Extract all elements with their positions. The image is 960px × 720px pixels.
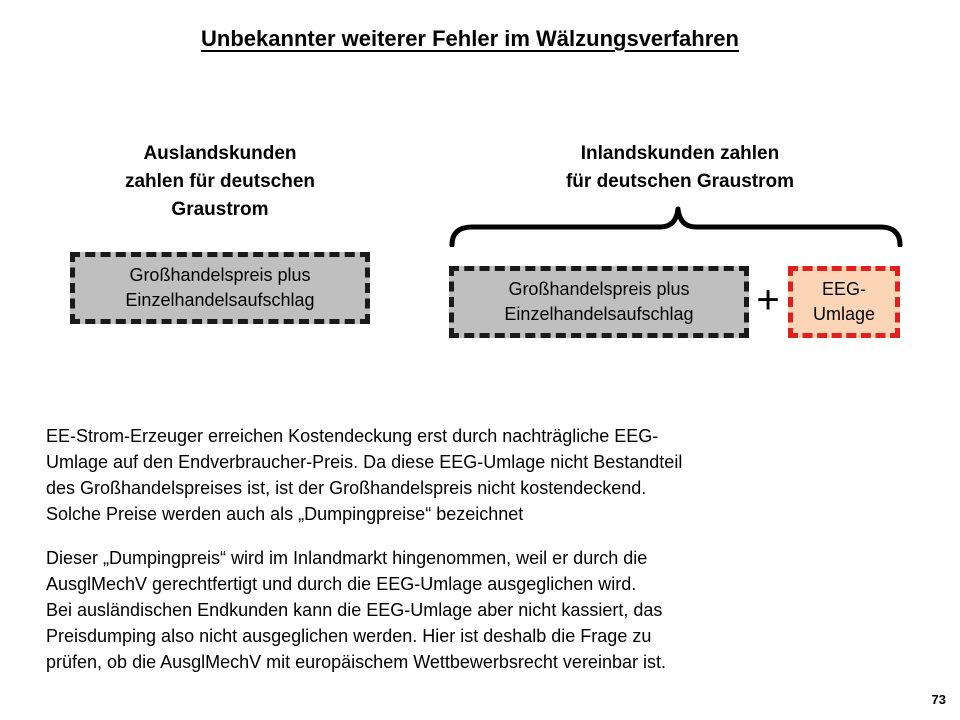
paragraph-kostendeckung (46, 423, 896, 527)
plus-sign: + (756, 278, 780, 322)
text-line: Solche Preise werden auch als „Dumpingpreise“ bezeichnet (46, 504, 524, 524)
text-line: EE-Strom-Erzeuger erreichen Kostendeckung erst durch nachträgliche EEG- (46, 426, 659, 446)
text-line: AusglMechV gerechtfertigt und durch die EEG-Umlage ausgeglichen wird. (46, 574, 637, 594)
box-line: EEG- (821, 279, 866, 299)
heading-line: Inlandskunden zahlen (580, 143, 780, 164)
paragraph-dumpingpreis (46, 545, 896, 675)
page-title: Unbekannter weiterer Fehler im Wälzungsverfahren (201, 26, 739, 51)
heading-line: Auslandskunden (143, 143, 297, 164)
box-line: Großhandelspreis plus (129, 265, 311, 285)
heading-line: Graustrom (171, 199, 269, 220)
text-line: Dieser „Dumpingpreis“ wird im Inlandmarkt hingenommen, weil er durch die (46, 548, 648, 568)
text-line: Preisdumping also nicht ausgeglichen werden. Hier ist deshalb die Frage zu (46, 626, 652, 646)
auslandskunden-heading (70, 140, 370, 224)
page-number: 73 (931, 692, 946, 707)
curly-brace-icon (448, 205, 904, 247)
text-line: Umlage auf den Endverbraucher-Preis. Da diese EEG-Umlage nicht Bestandteil (46, 452, 683, 472)
text-line: Bei ausländischen Endkunden kann die EEG-Umlage aber nicht kassiert, das (46, 600, 663, 620)
inlandskunden-heading (480, 140, 880, 196)
text-line: prüfen, ob die AusglMechV mit europäischem Wettbewerbsrecht vereinbar ist. (46, 652, 666, 672)
eeg-umlage-box (788, 266, 900, 338)
heading-line: zahlen für deutschen (124, 171, 316, 192)
grosshandelspreis-box-ausland (70, 252, 370, 324)
box-line: Umlage (812, 304, 876, 324)
box-line: Großhandelspreis plus (508, 279, 690, 299)
text-line: des Großhandelspreises ist, ist der Großhandelspreis nicht kostendeckend. (46, 478, 647, 498)
box-line: Einzelhandelsaufschlag (504, 304, 694, 324)
box-line: Einzelhandelsaufschlag (125, 290, 315, 310)
grosshandelspreis-box-inland (449, 266, 749, 338)
heading-line: für deutschen Graustrom (565, 171, 795, 192)
